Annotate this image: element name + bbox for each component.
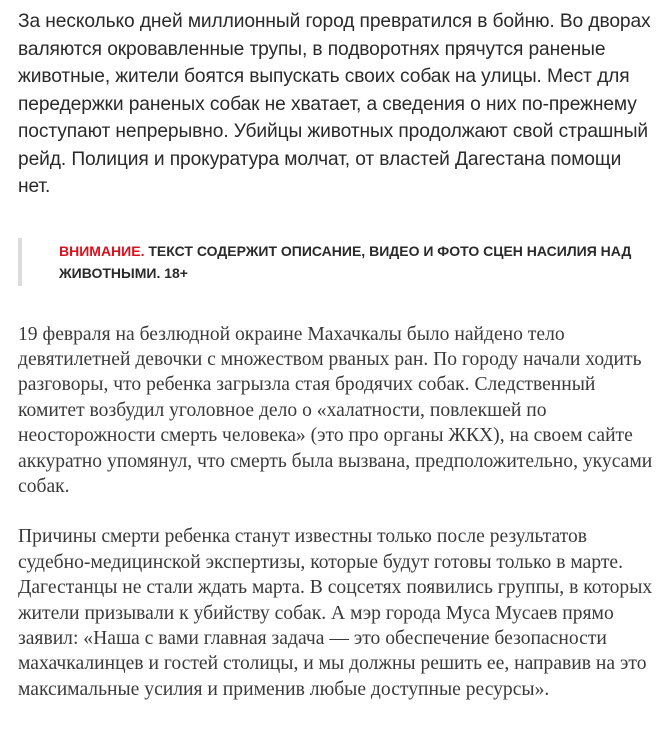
warning-text: ТЕКСТ СОДЕРЖИТ ОПИСАНИЕ, ВИДЕО И ФОТО СЦЕН НАСИЛИЯ НАД ЖИВОТНЫМИ. 18+ xyxy=(59,242,632,281)
article-lead: За несколько дней миллионный город превратился в бойню. Во дворах валяются окровавленные трупы, в подворотнях прячутся раненые животные, жители боятся выпускать своих собак на улицы. Мест для передержки раненых собак не хватает, а сведения о них по-прежнему поступают непрерывно. Убийцы животных продолжают свой страшный рейд. Полиция и прокуратура молчат, от властей Дагестана помощи нет. xyxy=(18,11,651,197)
warning-label: ВНИМАНИЕ. xyxy=(59,242,145,259)
article-paragraph-1: 19 февраля на безлюдной окраине Махачкалы было найдено тело девятилетней девочки с множеством рваных ран. По городу начали ходить разговоры, что ребенка загрызла стая бродячих собак. Следственный комитет возбудил уголовное дело о «халатности, повлекшей по неосторожности смерть человека» (это про органы ЖКХ), на своем сайте аккуратно упомянул, что смерть была вызвана, предположительно, укусами собак. xyxy=(18,323,653,497)
article xyxy=(18,0,654,702)
article-paragraph-2: Причины смерти ребенка станут известны только после результатов судебно-медицинской экспертизы, которые будут готовы только в марте. Дагестанцы не стали ждать марта. В соцсетях появились группы, в которых жители призывали к убийству собак. А мэр города Муса Мусаев прямо заявил: «Наша с вами главная задача — это обеспечение безопасности махачкалинцев и гостей столицы, и мы должны решить ее, направив на это максимальные усилия и применив любые доступные ресурсы». xyxy=(18,526,653,700)
content-warning xyxy=(18,238,654,286)
